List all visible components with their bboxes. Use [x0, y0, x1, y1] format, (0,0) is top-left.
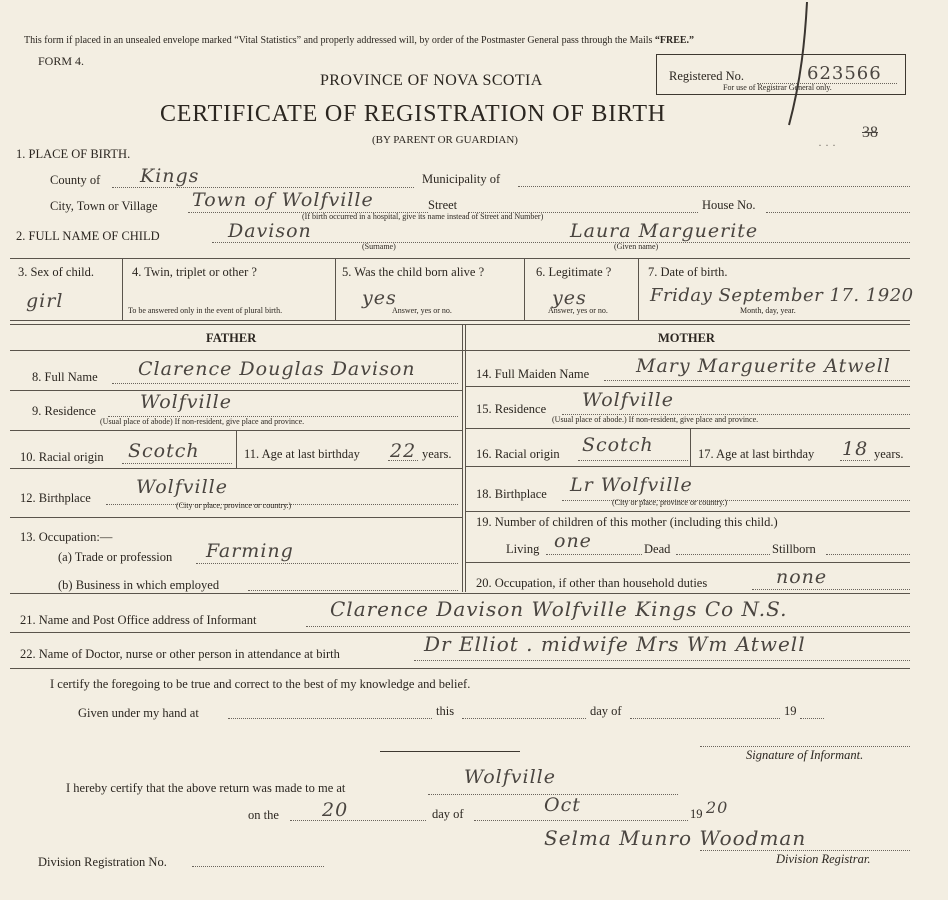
mother-heading: MOTHER — [658, 331, 715, 345]
county-value: Kings — [140, 165, 200, 187]
mother-occupation-value: none — [776, 566, 828, 588]
attendant-label: 22. Name of Doctor, nurse or other person in attendance at birth — [20, 647, 340, 661]
day-of-label: day of — [590, 704, 622, 718]
legitimate-note: Answer, yes or no. — [548, 306, 608, 315]
mother-residence-value: Wolfville — [582, 389, 674, 411]
stillborn-label: Stillborn — [772, 542, 816, 556]
trade-label: (a) Trade or profession — [58, 550, 173, 564]
city-value: Town of Wolfville — [192, 189, 374, 211]
sex-value: girl — [26, 290, 64, 312]
mother-birthplace-label: 18. Birthplace — [476, 487, 547, 501]
county-label: County of — [50, 173, 101, 187]
certification-year-prefix: 19 — [784, 704, 797, 718]
living-label: Living — [506, 542, 540, 556]
living-value: one — [554, 530, 592, 552]
informant-value: Clarence Davison Wolfville Kings Co N.S. — [330, 597, 788, 621]
occupation-label: 13. Occupation:— — [20, 530, 113, 544]
date-note: Month, day, year. — [740, 306, 796, 315]
mother-name-label: 14. Full Maiden Name — [476, 367, 590, 381]
registrar-day-value: 20 — [322, 799, 349, 821]
municipality-label: Municipality of — [422, 172, 501, 186]
twin-label: 4. Twin, triplet or other ? — [132, 265, 257, 279]
mother-racial-label: 16. Racial origin — [476, 447, 560, 461]
certificate-title: CERTIFICATE OF REGISTRATION OF BIRTH — [160, 101, 666, 127]
division-registration-label: Division Registration No. — [38, 855, 167, 869]
date-of-birth-value: Friday September 17. 1920 — [650, 285, 914, 306]
attendant-value: Dr Elliot . midwife Mrs Wm Atwell — [424, 632, 806, 656]
alive-label: 5. Was the child born alive ? — [342, 265, 485, 279]
place-of-birth-heading: 1. PLACE OF BIRTH. — [16, 147, 131, 161]
father-birthplace-label: 12. Birthplace — [20, 491, 91, 505]
mother-birthplace-note: (City or place, province or country.) — [612, 498, 728, 507]
given-under-hand-label: Given under my hand at — [78, 706, 199, 720]
ink-mark — [785, 0, 815, 130]
registrar-day-of-label: day of — [432, 807, 464, 821]
mother-residence-label: 15. Residence — [476, 402, 547, 416]
child-surname: Davison — [228, 220, 312, 242]
mother-residence-note: (Usual place of abode.) If non-resident, give place and province. — [552, 415, 759, 424]
on-the-label: on the — [248, 808, 279, 822]
registrar-signature: Selma Munro Woodman — [544, 826, 807, 850]
mother-birthplace-value: Lr Wolfville — [570, 474, 693, 496]
registrar-year-prefix: 19 — [690, 807, 703, 821]
this-label: this — [436, 704, 455, 718]
registrar-statement: I hereby certify that the above return was made to me at — [66, 781, 346, 795]
business-label: (b) Business in which employed — [58, 578, 220, 592]
registrar-month-value: Oct — [544, 794, 581, 816]
father-heading: FATHER — [206, 331, 257, 345]
father-age-unit: years. — [422, 447, 452, 461]
father-age-label: 11. Age at last birthday — [244, 447, 360, 461]
mother-age-unit: years. — [874, 447, 904, 461]
legitimate-value: yes — [552, 287, 587, 309]
registered-number: 623566 — [807, 63, 882, 84]
children-count-label: 19. Number of children of this mother (including this child.) — [476, 515, 778, 529]
city-label: City, Town or Village — [50, 199, 158, 213]
trade-value: Farming — [206, 540, 294, 562]
certificate-subtitle: (BY PARENT OR GUARDIAN) — [372, 134, 518, 146]
father-age-value: 22 — [390, 440, 417, 462]
dot-marks: · · · — [818, 138, 836, 152]
father-birthplace-note: (City or place, province or country.) — [176, 501, 292, 510]
father-residence-label: 9. Residence — [32, 404, 96, 418]
postal-notice — [24, 34, 694, 48]
postal-notice-text: This form if placed in an unsealed envelope marked “Vital Statistics” and properly addressed will, by order of the Postmaster General pass through the Mails — [24, 35, 653, 46]
father-racial-label: 10. Racial origin — [20, 450, 104, 464]
legitimate-label: 6. Legitimate ? — [536, 265, 612, 279]
father-birthplace-value: Wolfville — [136, 476, 228, 498]
surname-caption: (Surname) — [362, 242, 396, 251]
father-residence-value: Wolfville — [140, 391, 232, 413]
postal-notice-free: “FREE.” — [654, 35, 695, 46]
informant-label: 21. Name and Post Office address of Informant — [20, 613, 257, 627]
corner-number: 38 — [862, 124, 878, 141]
given-name-caption: (Given name) — [614, 242, 659, 251]
registrar-year-value: 20 — [706, 798, 729, 817]
registrar-place-value: Wolfville — [464, 766, 556, 788]
father-residence-note: (Usual place of abode) If non-resident, give place and province. — [100, 417, 305, 426]
province-heading: PROVINCE OF NOVA SCOTIA — [320, 72, 543, 89]
mother-age-value: 18 — [842, 438, 869, 460]
alive-value: yes — [362, 287, 397, 309]
twin-note: To be answered only in the event of plural birth. — [128, 306, 283, 315]
date-of-birth-label: 7. Date of birth. — [648, 265, 728, 279]
father-name-label: 8. Full Name — [32, 370, 98, 384]
hospital-note: (If birth occurred in a hospital, give its name instead of Street and Number) — [302, 212, 544, 221]
mother-occupation-label: 20. Occupation, if other than household duties — [476, 576, 708, 590]
dead-label: Dead — [644, 542, 671, 556]
certification-statement: I certify the foregoing to be true and correct to the best of my knowledge and belief. — [50, 677, 471, 691]
alive-note: Answer, yes or no. — [392, 306, 452, 315]
father-name-value: Clarence Douglas Davison — [138, 358, 416, 380]
registered-label: Registered No. — [669, 69, 744, 83]
form-number: FORM 4. — [38, 54, 85, 68]
registrar-note: For use of Registrar General only. — [723, 83, 832, 92]
mother-racial-value: Scotch — [582, 434, 654, 456]
sex-label: 3. Sex of child. — [18, 265, 95, 279]
house-number-label: House No. — [702, 198, 756, 212]
informant-signature-caption: Signature of Informant. — [746, 748, 864, 762]
street-label: Street — [428, 198, 458, 212]
child-name-label: 2. FULL NAME OF CHILD — [16, 229, 160, 243]
mother-name-value: Mary Marguerite Atwell — [636, 355, 891, 377]
mother-age-label: 17. Age at last birthday — [698, 447, 815, 461]
registered-number-box — [656, 54, 906, 95]
child-given-name: Laura Marguerite — [570, 220, 759, 242]
division-registrar-caption: Division Registrar. — [776, 852, 871, 866]
father-racial-value: Scotch — [128, 440, 200, 462]
